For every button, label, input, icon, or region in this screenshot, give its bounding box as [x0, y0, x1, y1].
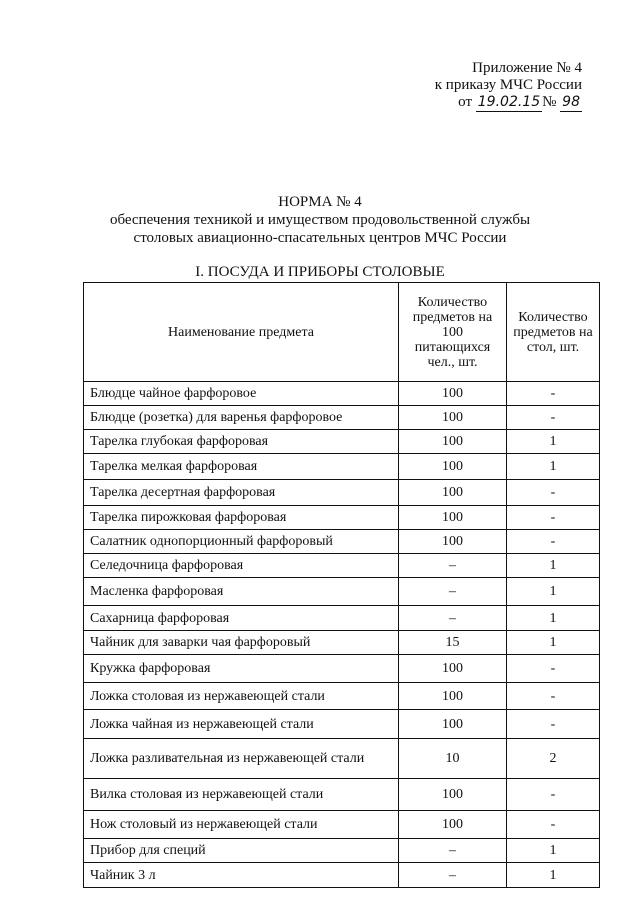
header-qty-per-100: Количество предметов на 100 питающихся чел., шт. [399, 283, 507, 382]
qty-per-table: 1 [507, 606, 600, 631]
qty-per-table: - [507, 480, 600, 506]
table-row [84, 683, 600, 710]
qty-per-100: 10 [399, 739, 507, 779]
item-name: Вилка столовая из нержавеющей стали [84, 779, 399, 811]
order-date: 19.02.15 [477, 94, 541, 110]
qty-per-table: - [507, 506, 600, 530]
qty-per-100: – [399, 606, 507, 631]
table-row [84, 811, 600, 839]
item-name: Масленка фарфоровая [84, 578, 399, 606]
item-name: Чайник для заварки чая фарфоровый [84, 631, 399, 655]
qty-per-100: 100 [399, 655, 507, 683]
norm-heading: НОРМА № 4 [278, 194, 362, 210]
item-name: Кружка фарфоровая [84, 655, 399, 683]
qty-per-100: 100 [399, 454, 507, 480]
qty-per-table: 1 [507, 839, 600, 863]
table-row [84, 578, 600, 606]
table-row [84, 480, 600, 506]
norm-title-block [0, 193, 640, 247]
qty-per-100: 100 [399, 480, 507, 506]
table-header-row [84, 283, 600, 382]
qty-per-table: 2 [507, 739, 600, 779]
item-name: Прибор для специй [84, 839, 399, 863]
section-title: I. ПОСУДА И ПРИБОРЫ СТОЛОВЫЕ [195, 264, 445, 280]
qty-per-table: - [507, 683, 600, 710]
qty-per-table: - [507, 779, 600, 811]
table-row [84, 530, 600, 554]
qty-per-table: - [507, 811, 600, 839]
qty-per-100: 15 [399, 631, 507, 655]
qty-per-table: - [507, 710, 600, 739]
item-name: Тарелка глубокая фарфоровая [84, 430, 399, 454]
qty-per-table: 1 [507, 631, 600, 655]
qty-per-table: - [507, 382, 600, 406]
item-name: Сахарница фарфоровая [84, 606, 399, 631]
table-row [84, 382, 600, 406]
qty-per-100: – [399, 578, 507, 606]
table-row [84, 606, 600, 631]
table-row [84, 454, 600, 480]
qty-per-100: 100 [399, 683, 507, 710]
header-item-name: Наименование предмета [84, 283, 399, 382]
qty-per-100: 100 [399, 710, 507, 739]
qty-per-100: 100 [399, 811, 507, 839]
table-row [84, 406, 600, 430]
item-name: Салатник однопорционный фарфоровый [84, 530, 399, 554]
number-prefix: № [542, 94, 557, 110]
table-row [84, 863, 600, 888]
qty-per-table: 1 [507, 454, 600, 480]
appendix-block [435, 60, 582, 112]
qty-per-100: 100 [399, 406, 507, 430]
qty-per-table: 1 [507, 430, 600, 454]
item-name: Ложка разливательная из нержавеющей стали [84, 739, 399, 779]
item-name: Ложка столовая из нержавеющей стали [84, 683, 399, 710]
table-row [84, 710, 600, 739]
qty-per-table: 1 [507, 554, 600, 578]
item-name: Блюдце чайное фарфоровое [84, 382, 399, 406]
table-row [84, 631, 600, 655]
qty-per-100: 100 [399, 430, 507, 454]
qty-per-100: – [399, 839, 507, 863]
table-row [84, 655, 600, 683]
item-name: Чайник 3 л [84, 863, 399, 888]
header-qty-per-table: Количество предметов на стол, шт. [507, 283, 600, 382]
item-name: Тарелка пирожковая фарфоровая [84, 506, 399, 530]
qty-per-table: 1 [507, 578, 600, 606]
qty-per-table: - [507, 655, 600, 683]
qty-per-table: 1 [507, 863, 600, 888]
qty-per-100: – [399, 554, 507, 578]
qty-per-100: 100 [399, 382, 507, 406]
table-row [84, 554, 600, 578]
items-table [83, 282, 600, 888]
item-name: Нож столовый из нержавеющей стали [84, 811, 399, 839]
table-row [84, 839, 600, 863]
date-prefix: от [458, 94, 473, 110]
table-row [84, 430, 600, 454]
item-name: Селедочница фарфоровая [84, 554, 399, 578]
qty-per-table: - [507, 530, 600, 554]
appendix-title: Приложение № 4 [472, 60, 582, 76]
appendix-date-line [435, 94, 582, 112]
item-name: Тарелка мелкая фарфоровая [84, 454, 399, 480]
qty-per-100: – [399, 863, 507, 888]
qty-per-table: - [507, 406, 600, 430]
table-row [84, 506, 600, 530]
qty-per-100: 100 [399, 779, 507, 811]
table-row [84, 779, 600, 811]
item-name: Блюдце (розетка) для варенья фарфоровое [84, 406, 399, 430]
table-row [84, 739, 600, 779]
appendix-order-ref: к приказу МЧС России [434, 77, 582, 93]
qty-per-100: 100 [399, 530, 507, 554]
qty-per-100: 100 [399, 506, 507, 530]
item-name: Ложка чайная из нержавеющей стали [84, 710, 399, 739]
norm-subtitle-line2: столовых авиационно-спасательных центров МЧС России [133, 230, 507, 246]
norm-subtitle-line1: обеспечения техникой и имуществом продовольственной службы [109, 212, 531, 228]
item-name: Тарелка десертная фарфоровая [84, 480, 399, 506]
order-number: 98 [562, 94, 580, 110]
